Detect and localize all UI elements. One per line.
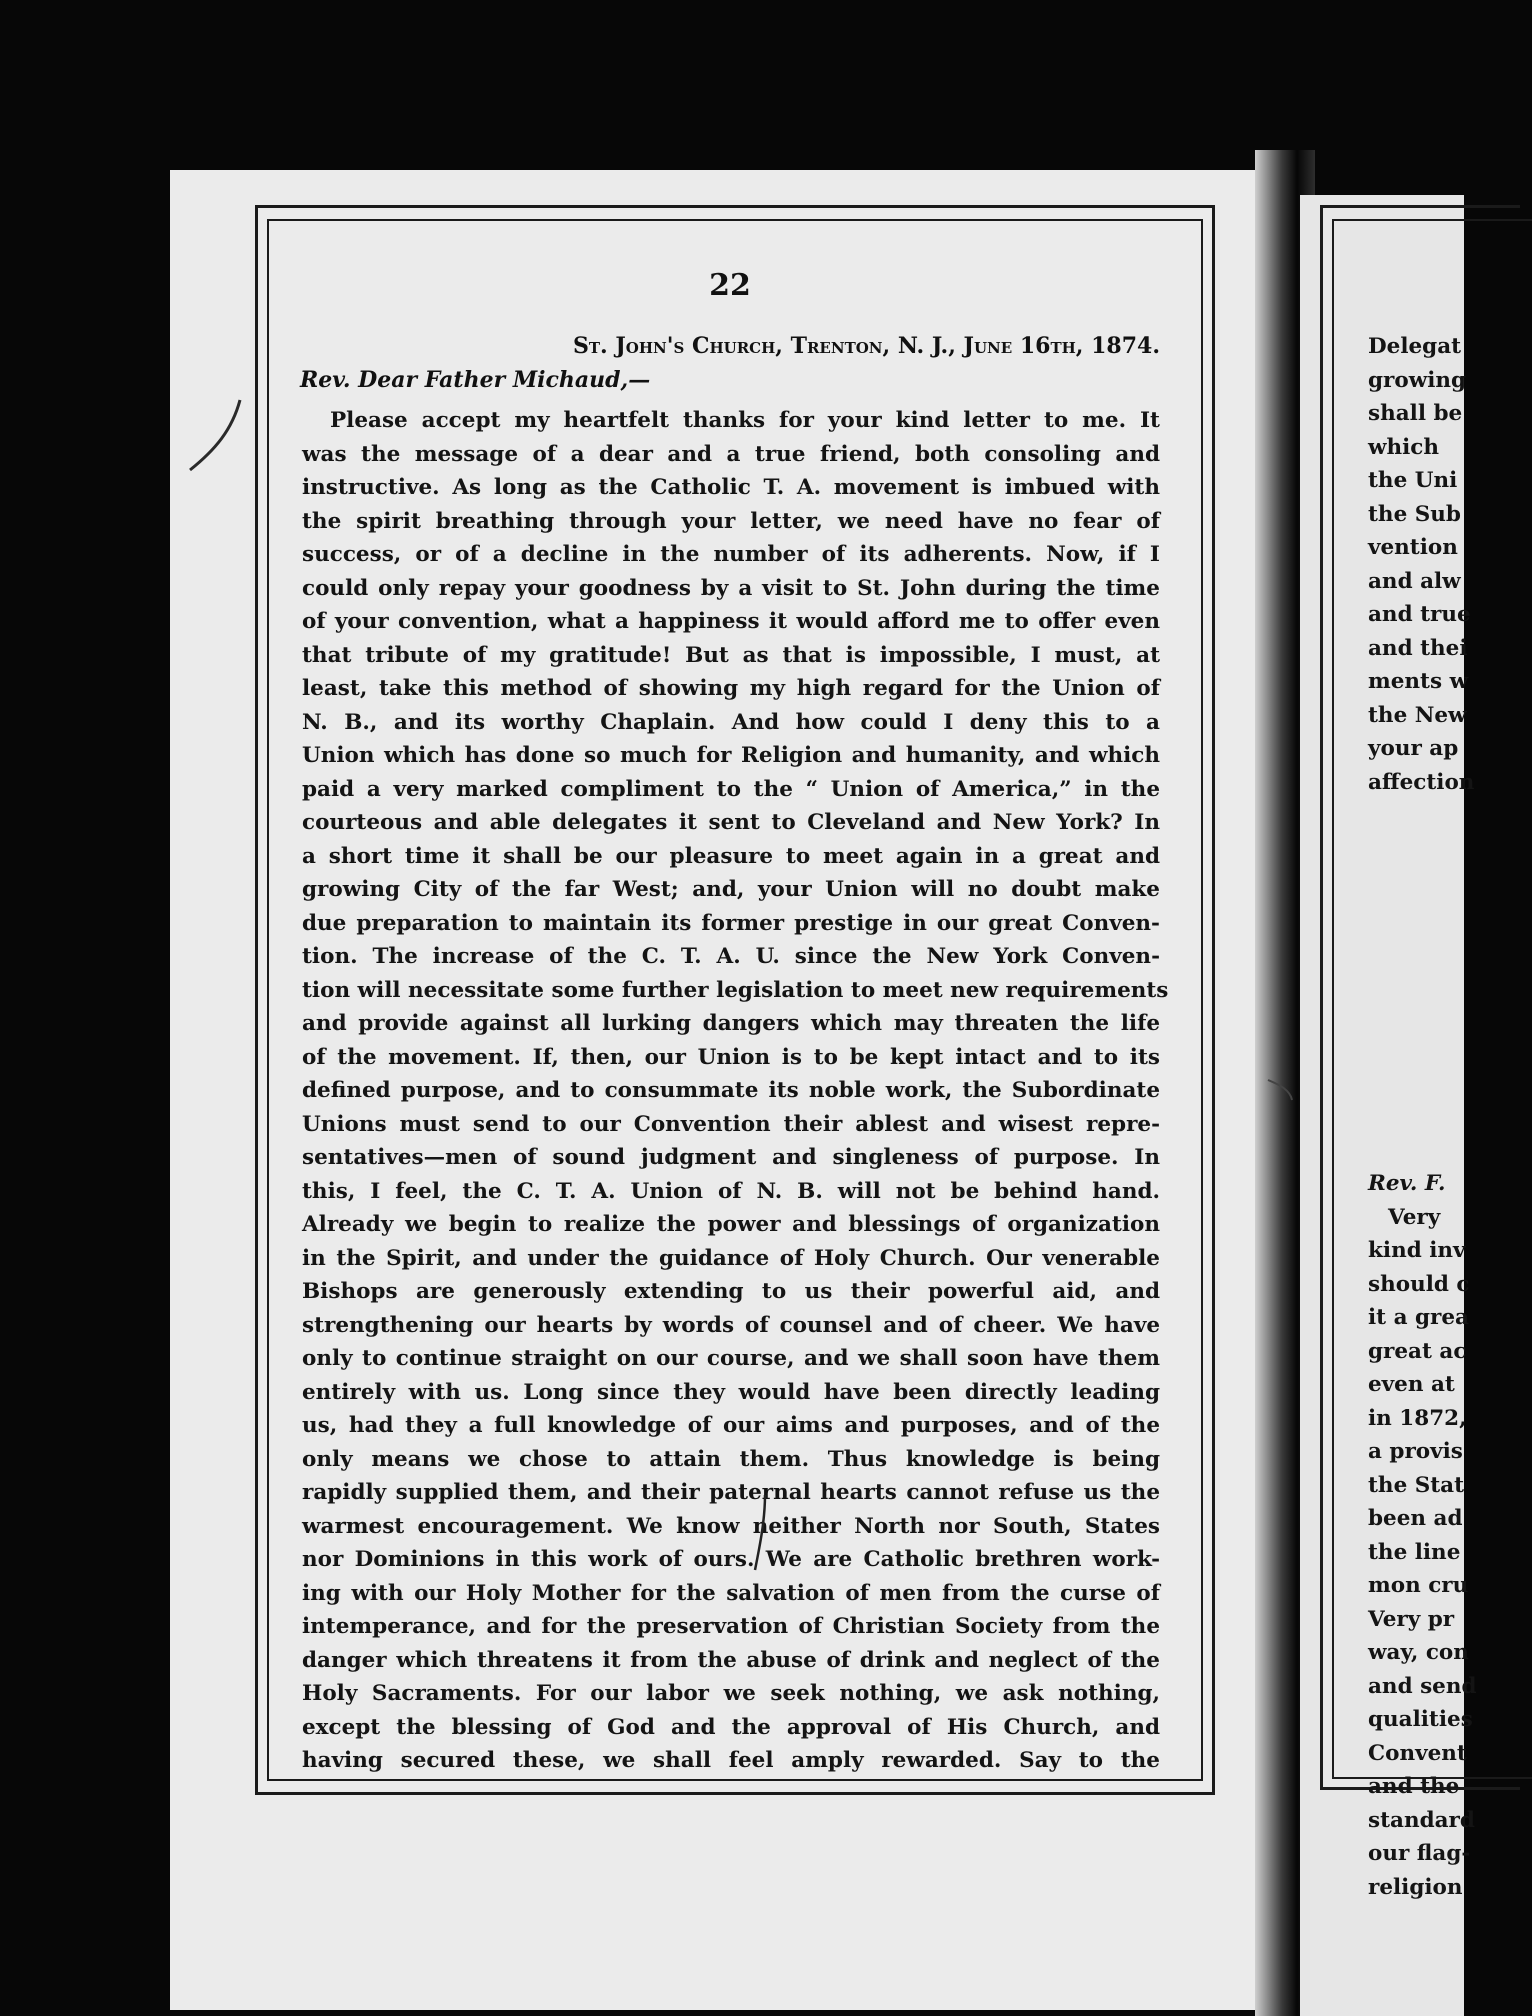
text-line: except the blessing of God and the approval of His Church, and	[302, 1714, 1160, 1740]
letter-salutation: Rev. Dear Father Michaud,—	[300, 367, 651, 393]
text-line: the Sub	[1368, 501, 1461, 527]
text-line: that tribute of my gratitude! But as that is impossible, I must, at	[302, 642, 1160, 668]
text-line: it a grea	[1368, 1305, 1469, 1330]
text-line: in 1872,	[1368, 1405, 1467, 1431]
text-line: way, con	[1368, 1640, 1469, 1665]
text-line: nor Dominions in this work of ours. We are Catholic brethren work-	[302, 1547, 1160, 1572]
text-line: Already we begin to realize the power and blessings of organization	[302, 1212, 1160, 1237]
text-line: mon cru	[1368, 1573, 1469, 1598]
text-line: Delegat	[1368, 334, 1462, 359]
text-line: rapidly supplied them, and their paternal hearts cannot refuse us the	[302, 1480, 1160, 1505]
text-line: courteous and able delegates it sent to Cleveland and New York? In	[302, 810, 1160, 835]
text-line: affection	[1368, 769, 1475, 795]
text-line: paid a very marked compliment to the “ Union of America,” in the	[302, 776, 1160, 802]
text-line: and true	[1368, 602, 1471, 627]
text-line: us, had they a full knowledge of our aims and purposes, and of the	[302, 1413, 1160, 1438]
text-line: of the movement. If, then, our Union is to be kept intact and to its	[302, 1044, 1160, 1070]
text-line: the line	[1368, 1539, 1461, 1565]
text-line: Bishops are generously extending to us their powerful aid, and	[302, 1279, 1160, 1304]
text-line: the New	[1368, 702, 1467, 728]
text-line: was the message of a dear and a true friend, both consoling and	[302, 441, 1160, 467]
text-line: shall be	[1368, 401, 1463, 426]
text-line: Holy Sacraments. For our labor we seek nothing, we ask nothing,	[302, 1681, 1160, 1706]
text-line: tion. The increase of the C. T. A. U. since the New York Conven-	[302, 944, 1160, 969]
text-line: only to continue straight on our course, and we shall soon have them	[302, 1346, 1160, 1371]
text-line: and alw	[1368, 568, 1461, 594]
letter-dateline: St. John's Church, Trenton, N. J., June 16th, 1874.	[572, 333, 1160, 359]
text-line: entirely with us. Long since they would have been directly leading	[302, 1379, 1160, 1405]
text-line: standard	[1368, 1807, 1475, 1833]
text-line: intemperance, and for the preservation of Christian Society from the	[302, 1614, 1160, 1639]
text-line: Very	[1388, 1204, 1441, 1230]
text-line: due preparation to maintain its former prestige in our great Conven-	[302, 910, 1160, 936]
text-line: growing City of the far West; and, your Union will no doubt make	[302, 877, 1160, 902]
page-number: 22	[709, 268, 751, 303]
text-line: religion	[1368, 1874, 1463, 1900]
text-line: vention	[1368, 535, 1458, 560]
text-line: which	[1368, 434, 1440, 460]
text-line: and thei	[1368, 635, 1468, 661]
text-line: your ap	[1368, 736, 1459, 761]
text-line: this, I feel, the C. T. A. Union of N. B. will not be behind hand.	[302, 1178, 1160, 1204]
text-line: even at	[1368, 1372, 1455, 1397]
text-line: the Stat	[1368, 1472, 1465, 1498]
text-line: ing with our Holy Mother for the salvation of men from the curse of	[302, 1580, 1160, 1606]
text-line: and provide against all lurking dangers which may threaten the life	[302, 1011, 1160, 1036]
text-line: Union which has done so much for Religion and humanity, and which	[302, 743, 1160, 768]
margin-pencil-mark	[1268, 1080, 1292, 1100]
text-line: ments w	[1368, 669, 1469, 694]
text-line: danger which threatens it from the abuse of drink and neglect of the	[302, 1647, 1160, 1673]
text-line: warmest encouragement. We know neither North nor South, States	[302, 1513, 1160, 1539]
text-line: of your convention, what a happiness it would afford me to offer even	[302, 609, 1160, 634]
text-line: should c	[1368, 1271, 1470, 1297]
text-line: the Uni	[1368, 468, 1458, 493]
text-line: defined purpose, and to consummate its noble work, the Subordinate	[302, 1078, 1160, 1103]
text-line: Please accept my heartfelt thanks for your kind letter to me. It	[330, 408, 1160, 433]
text-line: great ac	[1368, 1338, 1467, 1364]
text-line: kind inv	[1368, 1238, 1466, 1263]
text-line: success, or of a decline in the number of its adherents. Now, if I	[302, 542, 1160, 567]
text-line: strengthening our hearts by words of counsel and of cheer. We have	[302, 1312, 1160, 1338]
text-line: Convent	[1368, 1740, 1467, 1766]
text-line: having secured these, we shall feel amply rewarded. Say to the	[302, 1748, 1160, 1773]
text-line: our flag-	[1368, 1841, 1471, 1866]
text-line: a short time it shall be our pleasure to meet again in a great and	[302, 843, 1160, 869]
text-line: tion will necessitate some further legislation to meet new requirements	[302, 977, 1169, 1003]
text-line: Unions must send to our Convention their ablest and wisest repre-	[302, 1111, 1160, 1137]
text-line: qualities	[1368, 1707, 1473, 1732]
text-line: a provis	[1368, 1439, 1463, 1464]
text-line: been ad	[1368, 1506, 1463, 1531]
text-line: could only repay your goodness by a visit to St. John during the time	[302, 575, 1160, 601]
margin-pencil-mark	[190, 400, 240, 470]
text-line: sentatives—men of sound judgment and singleness of purpose. In	[302, 1145, 1160, 1170]
text-line: the spirit breathing through your letter, we need have no fear of	[302, 508, 1160, 534]
text-line: least, take this method of showing my high regard for the Union of	[302, 676, 1160, 701]
text-line: instructive. As long as the Catholic T. A. movement is imbued with	[302, 475, 1160, 500]
text-line: in the Spirit, and under the guidance of Holy Church. Our venerable	[302, 1245, 1160, 1271]
text-line: N. B., and its worthy Chaplain. And how could I deny this to a	[302, 709, 1160, 735]
text-line: and the	[1368, 1774, 1460, 1799]
text-line: and send	[1368, 1673, 1477, 1699]
text-line: only means we chose to attain them. Thus knowledge is being	[302, 1446, 1160, 1472]
text-line: Very pr	[1368, 1606, 1455, 1632]
text-line: growing	[1368, 367, 1467, 393]
right-salutation: Rev. F.	[1368, 1171, 1446, 1196]
ink-stroke	[755, 1495, 765, 1570]
